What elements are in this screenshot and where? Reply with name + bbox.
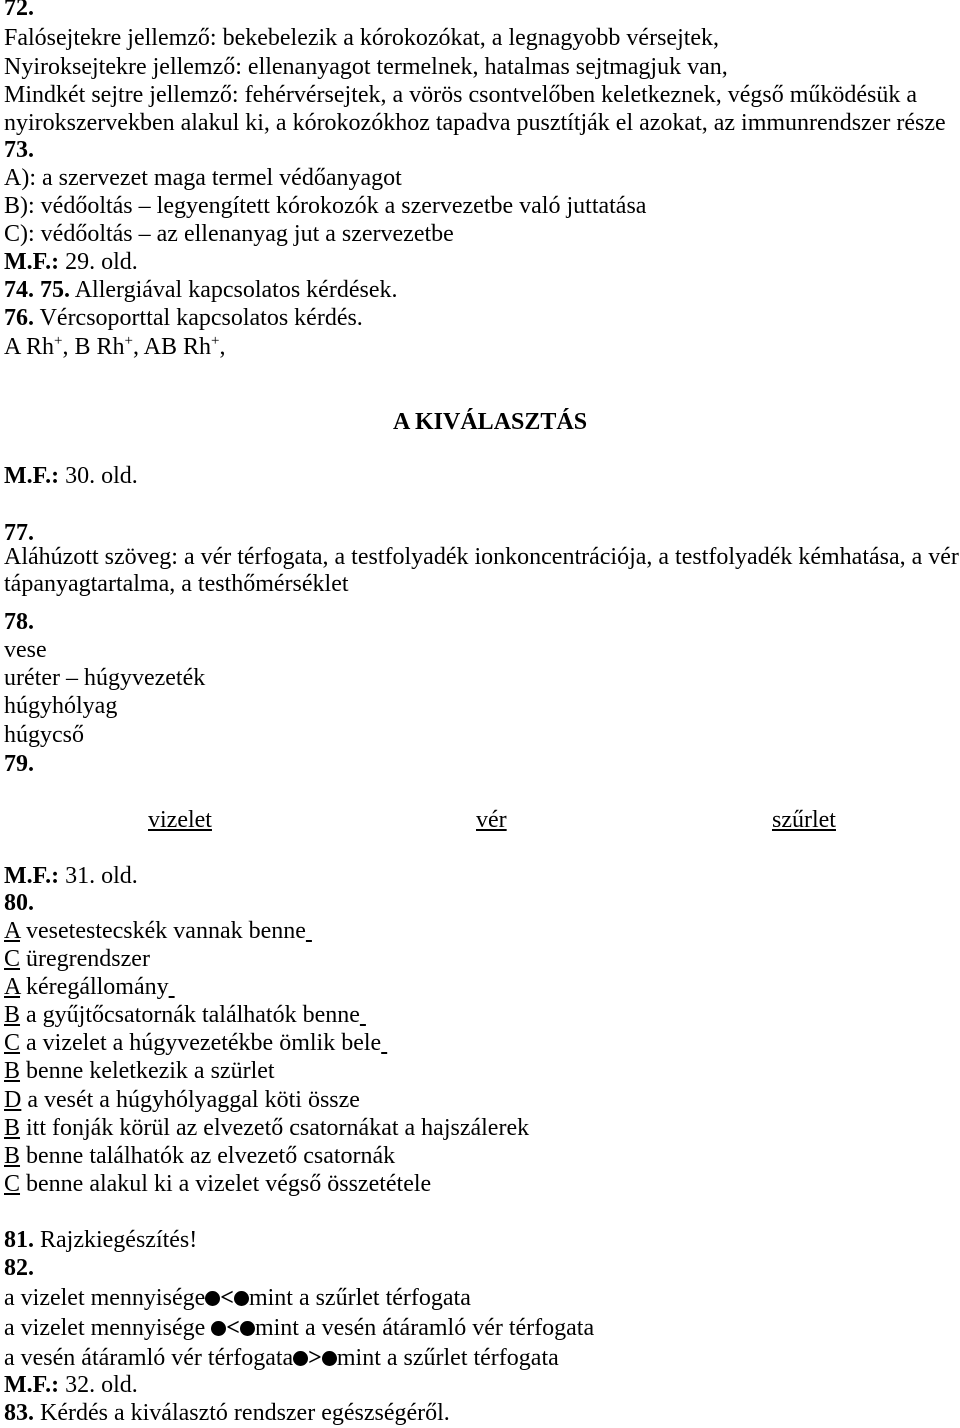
answer-text: a gyűjtőcsatornák találhatók benne: [26, 1002, 360, 1028]
question-73-answer: B): védőoltás – legyengített kórokozók a szervezetbe való juttatása: [4, 193, 647, 219]
comparison-operator: >: [308, 1345, 322, 1371]
answer-item: [4, 1086, 360, 1114]
question-74-75-number: 74. 75.: [4, 277, 70, 303]
question-83-number: 83.: [4, 1400, 34, 1426]
answer-text: benne találhatók az elvezető csatornák: [26, 1143, 396, 1169]
comparison-left: a vizelet mennyisége: [4, 1285, 206, 1311]
answer-letter: A: [4, 974, 21, 1000]
filled-circle-icon: [240, 1321, 255, 1336]
question-79-number: 79.: [4, 751, 34, 777]
answer-text: üregrendszer: [26, 946, 150, 972]
answer-letter: B: [4, 1143, 21, 1169]
blood-group-name: B Rh: [74, 334, 125, 360]
filled-circle-icon: [322, 1351, 337, 1366]
reference-page: 29. old.: [65, 249, 138, 275]
column-label-vizelet: vizelet: [148, 807, 212, 833]
answer-item: [4, 945, 150, 973]
separator: ,: [219, 334, 226, 360]
separator: ,: [132, 334, 139, 360]
question-72-line: nyirokszervekben alakul ki, a kórokozókhoz tapadva pusztítják el azokat, az immunrendszer része: [4, 110, 946, 136]
question-73-number: 73.: [4, 137, 34, 163]
rh-sign: +: [54, 333, 63, 349]
question-76-line: [4, 304, 363, 332]
answer-item: [4, 973, 175, 1001]
organ-list-item: vese: [4, 637, 47, 663]
column-label-ver: vér: [476, 807, 507, 833]
trailing-underline: [381, 1030, 387, 1056]
answer-text: benne alakul ki a vizelet végső összetétele: [26, 1171, 432, 1197]
question-72-number: 72.: [4, 0, 34, 21]
filled-circle-icon: [293, 1351, 308, 1366]
question-77-line: Aláhúzott szöveg: a vér térfogata, a testfolyadék ionkoncentrációja, a testfolyadék kémhatása, a vér: [4, 544, 959, 570]
reference-line: [4, 462, 138, 490]
reference-label: M.F.:: [4, 1372, 60, 1398]
reference-label: M.F.:: [4, 463, 60, 489]
answer-letter: B: [4, 1058, 21, 1084]
question-82-number: 82.: [4, 1255, 34, 1281]
answer-item: [4, 1029, 387, 1057]
comparison-line: [4, 1314, 594, 1342]
organ-list-item: húgycső: [4, 722, 84, 748]
reference-line: [4, 1371, 138, 1399]
blood-group-name: AB Rh: [143, 334, 212, 360]
comparison-operator: <: [226, 1315, 240, 1341]
comparison-line: [4, 1344, 559, 1372]
question-80-number: 80.: [4, 890, 34, 916]
answer-letter: C: [4, 946, 21, 972]
rh-sign: +: [124, 333, 133, 349]
question-83-text: Kérdés a kiválasztó rendszer egészségéről.: [40, 1400, 450, 1426]
question-83-line: [4, 1399, 450, 1427]
answer-item: [4, 1170, 431, 1198]
answer-letter: C: [4, 1030, 21, 1056]
answer-item: [4, 1142, 395, 1170]
question-77-line: tápanyagtartalma, a testhőmérséklet: [4, 571, 349, 597]
reference-page: 31. old.: [65, 863, 138, 889]
question-76-text: Vércsoporttal kapcsolatos kérdés.: [39, 305, 363, 331]
question-74-75-text: Allergiával kapcsolatos kérdések.: [74, 277, 398, 303]
rh-sign: +: [211, 333, 220, 349]
answer-text: kéregállomány: [26, 974, 169, 1000]
blood-group-list: [4, 333, 225, 361]
reference-page: 32. old.: [65, 1372, 138, 1398]
answer-item: [4, 1001, 366, 1029]
comparison-operator: <: [220, 1285, 234, 1311]
filled-circle-icon: [234, 1291, 249, 1306]
trailing-underline: [306, 918, 312, 944]
answer-letter: B: [4, 1002, 21, 1028]
trailing-underline: [169, 974, 175, 1000]
question-78-number: 78.: [4, 609, 34, 635]
comparison-right: mint a szűrlet térfogata: [336, 1345, 559, 1371]
reference-label: M.F.:: [4, 249, 60, 275]
answer-letter: B: [4, 1115, 21, 1141]
reference-line: [4, 862, 138, 890]
question-81-number: 81.: [4, 1227, 34, 1253]
separator: ,: [62, 334, 69, 360]
question-76-number: 76.: [4, 305, 34, 331]
answer-text: a vizelet a húgyvezetékbe ömlik bele: [26, 1030, 382, 1056]
answer-item: [4, 917, 312, 945]
question-72-line: Falósejtekre jellemző: bekebelezik a kórokozókat, a legnagyobb vérsejtek,: [4, 25, 720, 51]
comparison-right: mint a vesén átáramló vér térfogata: [254, 1315, 595, 1341]
question-73-answer: C): védőoltás – az ellenanyag jut a szervezetbe: [4, 221, 454, 247]
answer-item: [4, 1057, 275, 1085]
section-title: A KIVÁLASZTÁS: [393, 409, 588, 435]
question-72-line: Mindkét sejtre jellemző: fehérvérsejtek, a vörös csontvelőben keletkeznek, végső működésük a: [4, 82, 918, 108]
answer-letter: A: [4, 918, 21, 944]
comparison-right: mint a szűrlet térfogata: [248, 1285, 471, 1311]
answer-letter: D: [4, 1087, 22, 1113]
question-81-line: [4, 1226, 197, 1254]
organ-list-item: húgyhólyag: [4, 693, 118, 719]
question-73-answer: A): a szervezet maga termel védőanyagot: [4, 165, 402, 191]
comparison-left: a vesén átáramló vér térfogata: [4, 1345, 294, 1371]
answer-item: [4, 1114, 529, 1142]
blood-group-name: A Rh: [4, 334, 55, 360]
trailing-underline: [360, 1002, 366, 1028]
answer-text: a vesét a húgyhólyaggal köti össze: [27, 1087, 360, 1113]
reference-label: M.F.:: [4, 863, 60, 889]
comparison-line: [4, 1284, 471, 1312]
column-label-szurlet: szűrlet: [772, 807, 836, 833]
question-74-75-line: [4, 276, 397, 304]
filled-circle-icon: [211, 1321, 226, 1336]
question-72-line: Nyiroksejtekre jellemző: ellenanyagot termelnek, hatalmas sejtmagjuk van,: [4, 54, 728, 80]
answer-text: benne keletkezik a szürlet: [26, 1058, 275, 1084]
question-81-text: Rajzkiegészítés!: [40, 1227, 198, 1253]
reference-line: [4, 248, 138, 276]
answer-text: itt fonják körül az elvezető csatornákat a hajszálerek: [26, 1115, 530, 1141]
comparison-left: a vizelet mennyisége: [4, 1315, 212, 1341]
reference-page: 30. old.: [65, 463, 138, 489]
organ-list-item: uréter – húgyvezeték: [4, 665, 206, 691]
filled-circle-icon: [205, 1291, 220, 1306]
answer-text: vesetestecskék vannak benne: [26, 918, 306, 944]
question-77-number: 77.: [4, 520, 34, 546]
answer-letter: C: [4, 1171, 21, 1197]
